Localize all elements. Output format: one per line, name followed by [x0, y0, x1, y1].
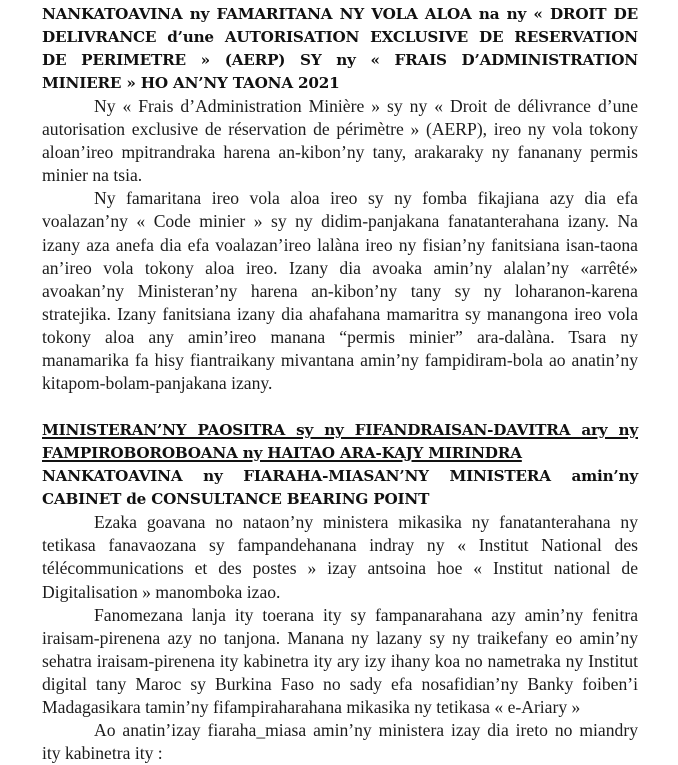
paragraph: Fanomezana lanja ity toerana ity sy fampanarahana azy amin’ny fenitra iraisam-pirenena azy no tanjona. Manana ny lazany sy ny traikefany eo amin’ny sehatra iraisam-pirenena ity kabinetra ity ary izy ihany koa no nametraka ny Institut digital tany Maroc sy Burkina Faso no sady efa nosafidian’ny Banky foiben’i Madagasikara tamin’ny fifampiraharahana mikasika ny tetikasa « e-Ariary » — [42, 604, 638, 717]
ministry-heading: MINISTERAN’NY PAOSITRA sy ny FIFANDRAISAN-DAVITRA ary ny FAMPIROBOROBOANA ny HAITAO ARA-KAJY MIRINDRA — [42, 421, 638, 463]
paragraph: Ny « Frais d’Administration Minière » sy ny « Droit de délivrance d’une autorisation exclusive de réservation de périmètre » (AERP), ireo ny vola tokony aloan’ireo mpitrandraka harena an-kibon’ny tany, arakaraky ny fananany permis minier na tsia. — [42, 96, 638, 186]
section-heading: NANKATOAVINA ny FIARAHA-MIASAN’NY MINISTERA amin’ny CABINET de CONSULTANCE BEARING POINT — [42, 467, 638, 509]
section-heading: NANKATOAVINA ny FAMARITANA NY VOLA ALOA na ny « DROIT DE DELIVRANCE d’une AUTORISATION EXCLUSIVE DE RESERVATION DE PERIMETRE » (AERP) SY ny « FRAIS D’ADMINISTRATION MINIERE » HO AN’NY TAONA 2021 — [42, 5, 638, 92]
paragraph: Ny famaritana ireo vola aloa ireo sy ny fomba fikajiana azy dia efa voalazan’ny « Code minier » sy ny didim-panjakana fanatanterahana izany. Na izany aza anefa dia efa voalazan’ireo lalàna ireo ny fisian’ny fanitsiana isan-taona an’ireo vola tokony aloa ireo. Izany dia avoaka amin’ny alalan’ny «arrêté» avoakan’ny Ministeran’ny harena an-kibon’ny tany sy ny loharanon-karena stratejika. Izany fanitsiana izany dia ahafahana mamaritra sy manangona ireo vola tokony aloa any amin’ireo manana “permis minier” ara-dalàna. Tsara ny manamarika fa hisy fiantraikany mivantana amin’ny fampidiram-bola ao anatin’ny kitapom-bolam-panjakana izany. — [42, 188, 638, 394]
section-telecom-ministry — [42, 419, 638, 765]
document-page — [42, 3, 638, 765]
paragraph: Ezaka goavana no nataon’ny ministera mikasika ny fanatanterahana ny tetikasa fanavaozana sy fampandehanana indray ny « Institut National des télécommunications et des postes » izay antsoina hoe « Institut national de Digitalisation » manomboka izao. — [42, 512, 638, 602]
section-mining-fees — [42, 3, 638, 395]
section-spacer — [42, 395, 638, 419]
paragraph: Ao anatin’izay fiaraha_miasa amin’ny ministera izay dia ireto no miandry ity kabinetra ity : — [42, 720, 638, 764]
